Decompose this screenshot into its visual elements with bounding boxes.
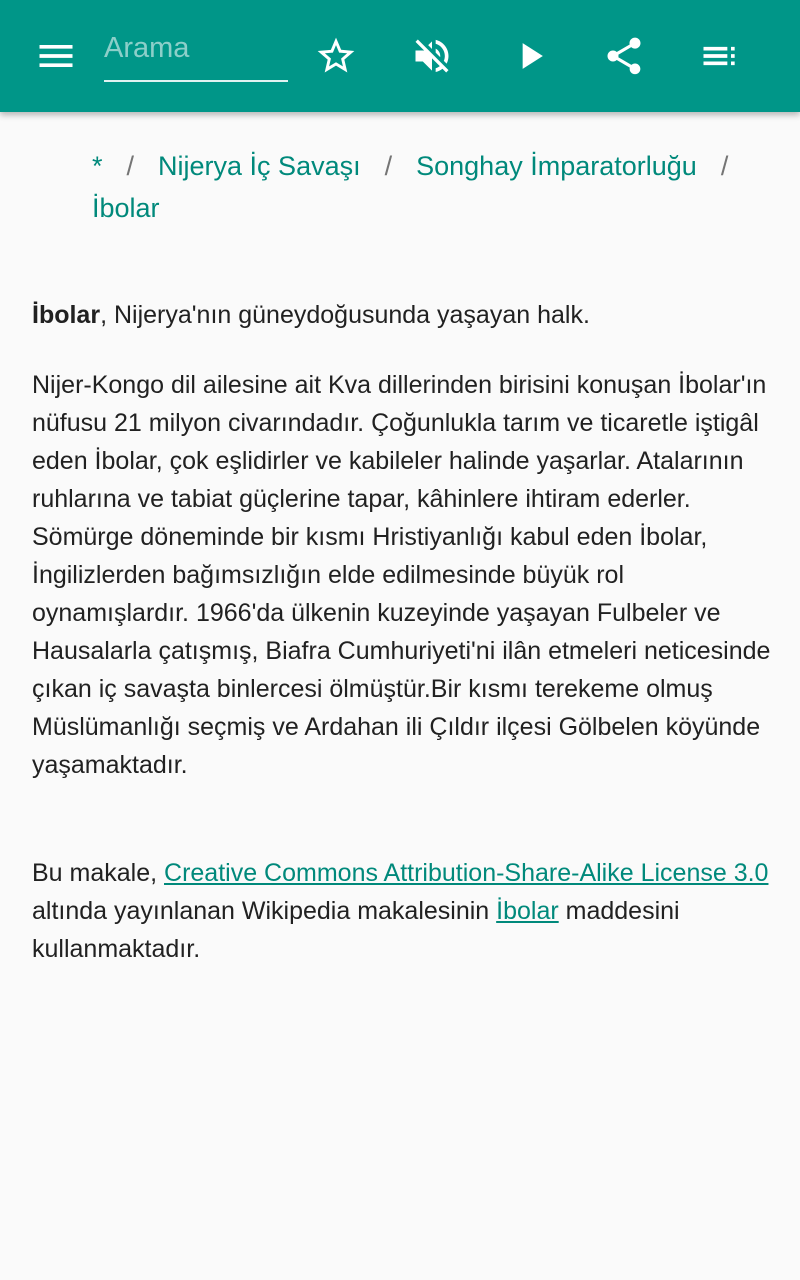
license-suffix: maddesini kullanmaktadır. (32, 897, 680, 963)
search-input[interactable] (104, 28, 288, 68)
breadcrumb-item-root[interactable]: * (92, 151, 103, 181)
source-article-link[interactable]: İbolar (496, 897, 559, 925)
breadcrumb-item-nijerya-ic-savasi[interactable]: Nijerya İç Savaşı (158, 151, 361, 181)
license-prefix: Bu makale, (32, 859, 165, 887)
app-toolbar (0, 0, 800, 112)
breadcrumb-item-songhay[interactable]: Songhay İmparatorluğu (416, 151, 697, 181)
menu-icon[interactable] (32, 32, 80, 80)
share-icon[interactable] (600, 32, 648, 80)
article-lead (32, 296, 772, 334)
article-content (32, 296, 772, 968)
license-notice (32, 854, 772, 968)
article-body: Nijer-Kongo dil ailesine ait Kva dillerinden birisini konuşan İbolar'ın nüfusu 21 milyon civarındadır. Çoğunlukla tarım ve ticaretle iştigâl eden İbolar, çok eşlidirler ve kabileler halinde yaşarlar. Atalarının ruhlarına ve tabiat güçlerine tapar, kâhinlere ihtiram ederler. Sömürge döneminde bir kısmı Hristiyanlığı kabul eden İbolar, İngilizlerden bağımsızlığın elde edilmesinde büyük rol oynamışlardır. 1966'da ülkenin kuzeyinde yaşayan Fulbeler ve Hausalarla çatışmış, Biafra Cumhuriyeti'ni ilân etmeleri neticesinde çıkan iç savaşta binlercesi ölmüştür.Bir kısmı terekeme olmuş Müslümanlığı seçmiş ve Ardahan ili Çıldır ilçesi Gölbelen köyünde yaşamaktadır. (32, 371, 771, 779)
breadcrumb (92, 145, 772, 229)
breadcrumb-separator: / (126, 151, 135, 181)
volume-off-icon[interactable] (408, 32, 456, 80)
license-link[interactable]: Creative Commons Attribution-Share-Alike License 3.0 (164, 859, 769, 887)
article-title-term: İbolar (32, 301, 101, 329)
breadcrumb-separator: / (384, 151, 393, 181)
list-icon[interactable] (696, 32, 744, 80)
play-icon[interactable] (506, 32, 554, 80)
breadcrumb-item-ibolar[interactable]: İbolar (92, 193, 160, 223)
search-field[interactable] (104, 22, 288, 82)
breadcrumb-separator: / (720, 151, 729, 181)
license-middle: altında yayınlanan Wikipedia makalesinin (32, 897, 497, 925)
star-outline-icon[interactable] (312, 32, 360, 80)
article-lead-text: , Nijerya'nın güneydoğusunda yaşayan halk. (100, 301, 590, 329)
